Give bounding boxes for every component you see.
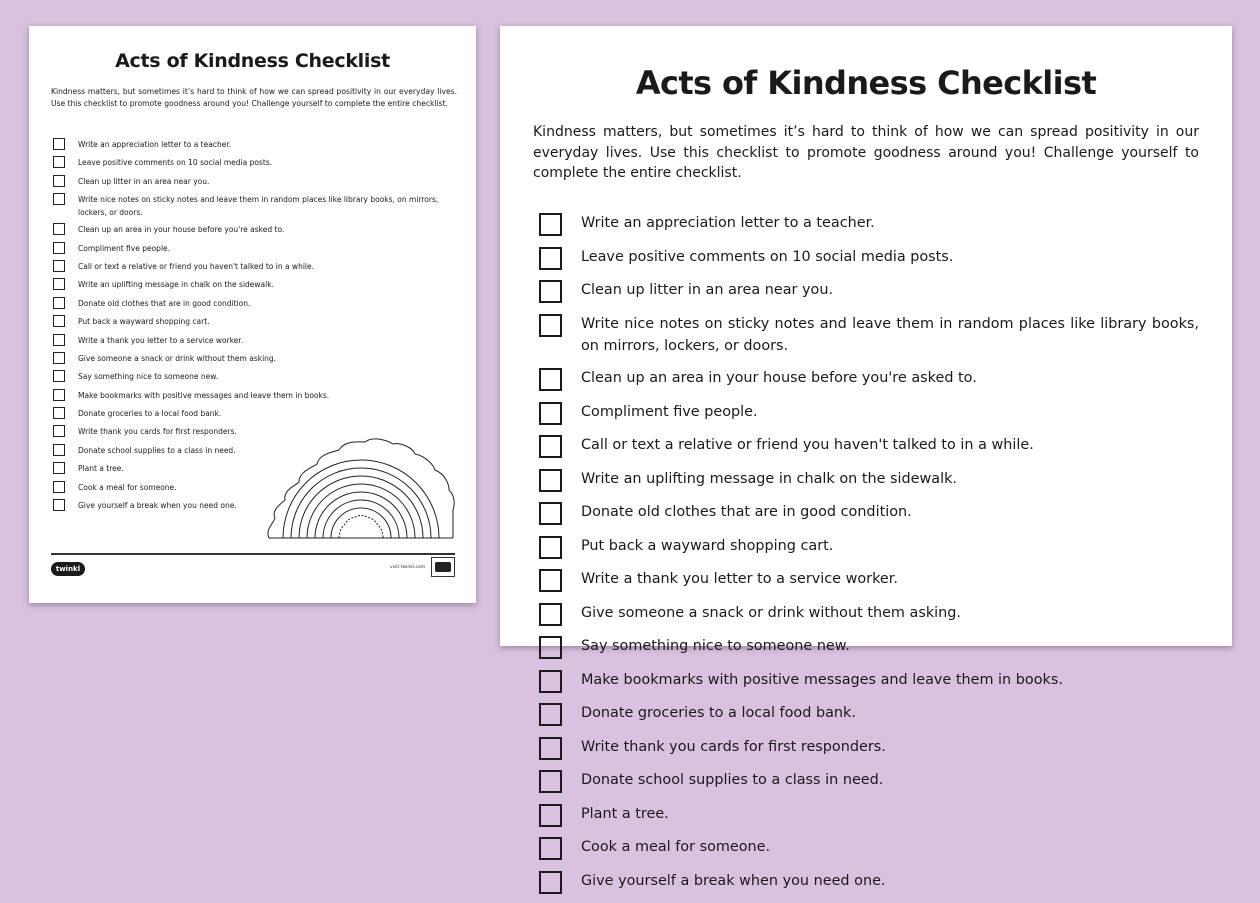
checkbox[interactable] [53, 156, 65, 168]
checkbox[interactable] [539, 314, 562, 337]
checklist-item [53, 407, 458, 420]
sun-scallop [339, 516, 383, 539]
checklist-item-label: Write nice notes on sticky notes and leave them in random places like library books, on mirrors, lockers, or doors. [78, 195, 439, 218]
checklist-item-label: Write an appreciation letter to a teacher. [581, 215, 875, 231]
checklist-item-label: Say something nice to someone new. [581, 638, 850, 654]
checkbox[interactable] [53, 260, 65, 272]
checklist-item-label: Clean up litter in an area near you. [78, 176, 210, 186]
checkbox[interactable] [53, 297, 65, 309]
checkbox[interactable] [539, 636, 562, 659]
checklist-item-label: Donate groceries to a local food bank. [581, 705, 856, 721]
checklist-item [539, 279, 1199, 303]
checkbox[interactable] [53, 425, 65, 437]
checkbox[interactable] [53, 315, 65, 327]
checkbox[interactable] [53, 278, 65, 290]
checklist-item [539, 803, 1199, 827]
checklist-item-label: Write thank you cards for first responders. [581, 738, 886, 755]
checkbox[interactable] [539, 368, 562, 391]
checklist-item [539, 434, 1199, 458]
checkbox[interactable] [53, 138, 65, 150]
checklist-item-label: Donate old clothes that are in good condition. [581, 504, 912, 520]
checklist-item-label: Donate school supplies to a class in need. [78, 445, 236, 455]
checkbox[interactable] [539, 670, 562, 693]
checkbox[interactable] [53, 481, 65, 493]
checklist-item-label: Leave positive comments on 10 social media posts. [78, 158, 273, 168]
checkbox[interactable] [539, 469, 562, 492]
checkbox[interactable] [53, 193, 65, 205]
checklist-item-label: Leave positive comments on 10 social media posts. [581, 248, 954, 265]
checklist-item [53, 297, 458, 310]
rainbow-arc-3 [299, 476, 423, 538]
checkbox[interactable] [539, 247, 562, 270]
checklist-item-label: Cook a meal for someone. [581, 839, 771, 855]
rainbow-arc-6 [323, 500, 399, 538]
checklist-item-label: Write thank you cards for first responders. [78, 427, 237, 437]
checklist-item-label: Clean up an area in your house before you're asked to. [78, 225, 285, 235]
badge-icon [431, 557, 455, 577]
checklist-item [53, 389, 458, 402]
rainbow-arc-1 [283, 460, 439, 538]
intro-paragraph: Kindness matters, but sometimes it’s hard to think of how we can spread positivity in our everyday lives. Use this checklist to promote goodness around you! Challenge yourself to complete the entire checklist. [533, 124, 1199, 181]
checklist-item [539, 535, 1199, 559]
checklist-item-label: Donate old clothes that are in good condition. [78, 298, 251, 308]
checklist-item [53, 315, 458, 328]
checklist-item-label: Clean up an area in your house before you're asked to. [581, 370, 977, 386]
checklist-item [539, 367, 1199, 391]
checklist-item [539, 313, 1199, 358]
checkbox[interactable] [539, 435, 562, 458]
checkbox[interactable] [539, 536, 562, 559]
footer-url: visit twinkl.com [390, 565, 426, 570]
checklist-item [53, 223, 458, 236]
checklist-item-label: Compliment five people. [78, 243, 171, 253]
checkbox[interactable] [53, 352, 65, 364]
checkbox[interactable] [539, 703, 562, 726]
rainbow-arc-7 [331, 508, 391, 538]
checklist-item [539, 246, 1199, 270]
rainbow-arc-5 [315, 492, 407, 538]
checklist-item-label: Donate groceries to a local food bank. [78, 409, 222, 419]
checkbox[interactable] [539, 502, 562, 525]
checkbox[interactable] [53, 499, 65, 511]
checkbox[interactable] [539, 871, 562, 894]
checklist-item-label: Write an appreciation letter to a teacher. [78, 140, 232, 149]
worksheet-page [500, 26, 1232, 889]
checkbox[interactable] [53, 462, 65, 474]
checklist-item-label: Write a thank you letter to a service worker. [581, 571, 898, 587]
footer-divider [51, 553, 455, 555]
checkbox[interactable] [53, 370, 65, 382]
intro-paragraph: Kindness matters, but sometimes it’s hard to think of how we can spread positivity in our everyday lives. Use this checklist to promote goodness around you! Challenge yourself to complete the entire checklist. [51, 87, 457, 108]
rainbow-illustration [265, 434, 457, 546]
checklist-item-label: Say something nice to someone new. [78, 372, 219, 382]
checklist-item [539, 702, 1199, 726]
checkbox[interactable] [539, 213, 562, 236]
checkbox[interactable] [53, 223, 65, 235]
checklist-item [53, 334, 458, 347]
checklist-item-label: Write an uplifting message in chalk on the sidewalk. [78, 280, 274, 290]
checklist-item-label: Donate school supplies to a class in need. [581, 772, 884, 788]
checklist-item-label: Give yourself a break when you need one. [78, 501, 237, 511]
page-title: Acts of Kindness Checklist [635, 64, 1097, 102]
checklist-item-label: Write an uplifting message in chalk on the sidewalk. [581, 470, 957, 487]
checklist-item [539, 501, 1199, 525]
checklist-item-label: Give someone a snack or drink without them asking. [581, 604, 962, 621]
checkbox[interactable] [53, 334, 65, 346]
checklist-item [53, 278, 458, 291]
rainbow-arc-2 [291, 468, 431, 538]
checklist-item-label: Give yourself a break when you need one. [581, 872, 886, 889]
checklist-item-label: Write a thank you letter to a service worker. [78, 335, 244, 345]
checklist-item-label: Clean up litter in an area near you. [581, 282, 834, 298]
checklist-item-label: Plant a tree. [78, 464, 124, 474]
checklist-item [539, 836, 1199, 860]
checklist-item [53, 193, 458, 219]
page-title: Acts of Kindness Checklist [115, 50, 390, 72]
checklist-item-label: Call or text a relative or friend you haven't talked to in a while. [581, 437, 1034, 453]
checklist-item [539, 602, 1199, 626]
checklist-item [53, 156, 458, 169]
checklist-item [539, 468, 1199, 492]
checkbox[interactable] [539, 402, 562, 425]
checklist-item [53, 260, 458, 273]
checklist-item [539, 769, 1199, 793]
checklist-item-label: Put back a wayward shopping cart. [581, 537, 834, 554]
checkbox[interactable] [539, 770, 562, 793]
checkbox[interactable] [539, 837, 562, 860]
checklist-item-label: Write nice notes on sticky notes and leave them in random places like library books, on mirrors, lockers, or doors. [581, 315, 1199, 354]
checkbox[interactable] [539, 804, 562, 827]
checklist-item-label: Make bookmarks with positive messages and leave them in books. [78, 390, 330, 400]
checkbox[interactable] [539, 737, 562, 760]
checklist-item-label: Make bookmarks with positive messages and leave them in books. [581, 671, 1063, 688]
checklist-item [539, 669, 1199, 693]
checklist-item [539, 401, 1199, 425]
checklist-item [53, 242, 458, 255]
checklist-item [539, 212, 1199, 236]
checkbox[interactable] [539, 280, 562, 303]
worksheet-thumbnail [29, 26, 476, 603]
checklist-item-label: Call or text a relative or friend you haven't talked to in a while. [78, 261, 314, 271]
checkbox[interactable] [539, 569, 562, 592]
checklist-item-label: Compliment five people. [581, 403, 758, 420]
checklist-item-label: Give someone a snack or drink without them asking. [78, 353, 277, 363]
checkbox[interactable] [53, 389, 65, 401]
cloud-outline [268, 439, 454, 538]
checkbox[interactable] [53, 407, 65, 419]
checklist-item-label: Put back a wayward shopping cart. [78, 317, 210, 327]
checklist-item-label: Plant a tree. [581, 805, 669, 822]
checkbox[interactable] [539, 603, 562, 626]
checklist-item [53, 352, 458, 365]
checklist-item [53, 370, 458, 383]
checklist-item [539, 870, 1199, 894]
checkbox[interactable] [53, 444, 65, 456]
checklist-item [53, 175, 458, 188]
checklist-item [539, 635, 1199, 659]
checkbox[interactable] [53, 175, 65, 187]
checklist-item [539, 568, 1199, 592]
checklist-item [53, 138, 458, 151]
checklist [539, 212, 1199, 903]
checkbox[interactable] [53, 242, 65, 254]
twinkl-logo: twinkl [51, 562, 85, 576]
checklist-item [539, 736, 1199, 760]
checklist-item-label: Cook a meal for someone. [78, 482, 177, 492]
